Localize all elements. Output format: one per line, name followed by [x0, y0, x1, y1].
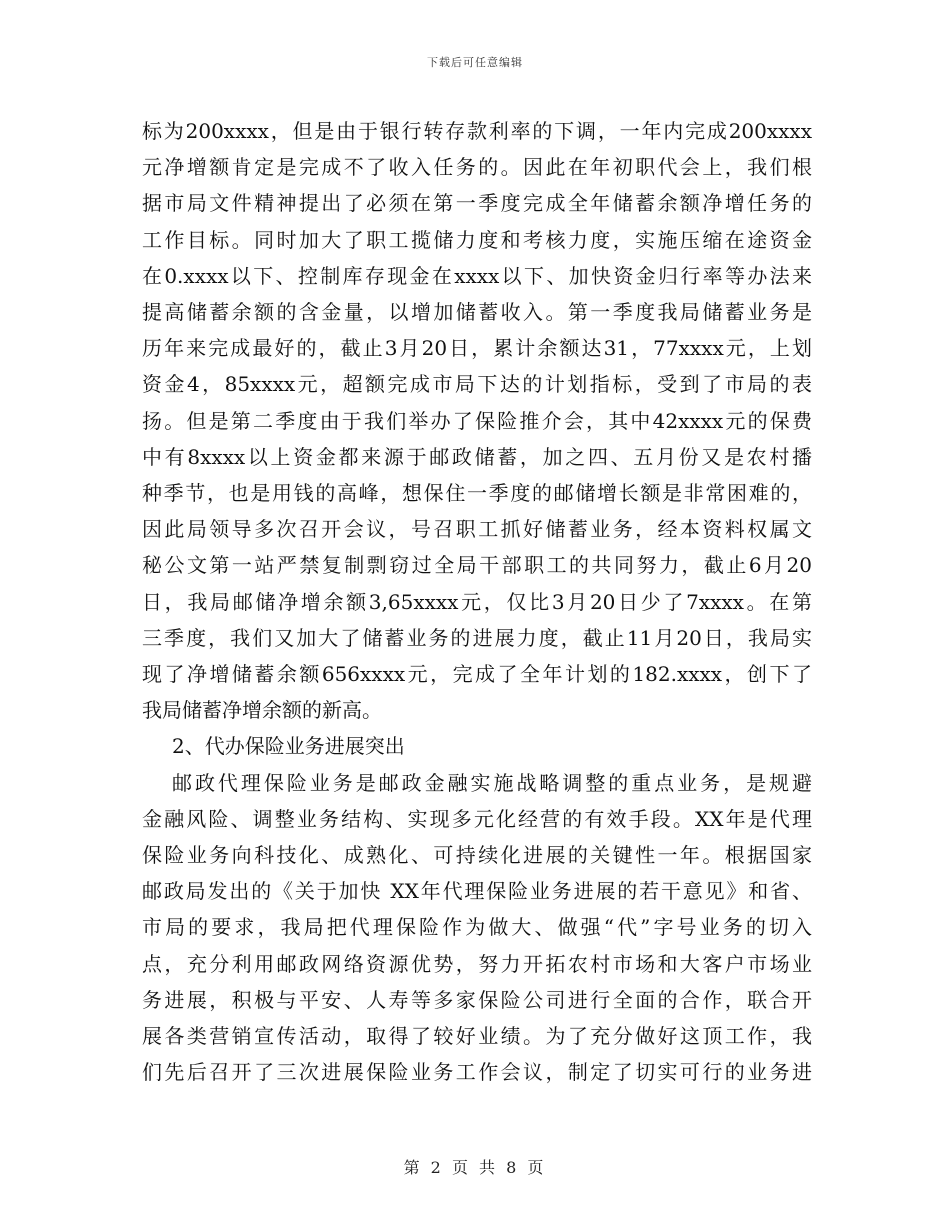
text-line: 工作目标。同时加大了职工揽储力度和考核力度，实施压缩在途资金	[142, 227, 812, 252]
text-line: 历年来完成最好的，截止3月20日，累计余额达31，77xxxx元，上划	[142, 336, 812, 361]
text-line: 因此局领导多次召开会议，号召职工抓好储蓄业务，经本资料权属文	[142, 517, 812, 542]
text-line: 市局的要求，我局把代理保险作为做大、做强“代”字号业务的切入	[142, 915, 812, 940]
text-line: 扬。但是第二季度由于我们举办了保险推介会，其中42xxxx元的保费	[142, 408, 812, 433]
text-line: 金融风险、调整业务结构、实现多元化经营的有效手段。XX年是代理	[142, 806, 812, 831]
text-line: 资金4，85xxxx元，超额完成市局下达的计划指标，受到了市局的表	[142, 372, 812, 397]
section-heading: 2、代办保险业务进展突出	[172, 734, 405, 759]
text-line: 们先后召开了三次进展保险业务工作会议，制定了切实可行的业务进	[142, 1060, 812, 1085]
text-line: 元净增额肯定是完成不了收入任务的。因此在年初职代会上，我们根	[142, 155, 812, 180]
text-line: 三季度，我们又加大了储蓄业务的进展力度，截止11月20日，我局实	[142, 625, 812, 650]
text-line: 保险业务向科技化、成熟化、可持续化进展的关键性一年。根据国家	[142, 843, 812, 868]
text-line: 日，我局邮储净增余额3,65xxxx元，仅比3月20日少了7xxxx。在第	[142, 589, 812, 614]
text-line: 展各类营销宣传活动，取得了较好业绩。为了充分做好这顶工作，我	[142, 1024, 812, 1049]
text-line: 秘公文第一站严禁复制剽窃过全局干部职工的共同努力，截止6月20	[142, 553, 812, 578]
text-line: 务进展，积极与平安、人寿等多家保险公司进行全面的合作，联合开	[142, 987, 812, 1012]
text-line: 我局储蓄净增余额的新高。	[142, 698, 382, 723]
text-line: 现了净增储蓄余额656xxxx元，完成了全年计划的182.xxxx，创下了	[142, 662, 812, 687]
text-line: 据市局文件精神提出了必须在第一季度完成全年储蓄余额净增任务的	[142, 191, 812, 216]
text-line: 中有8xxxx以上资金都来源于邮政储蓄，加之四、五月份又是农村播	[142, 444, 812, 469]
text-line: 邮政代理保险业务是邮政金融实施战略调整的重点业务，是规避	[172, 770, 812, 795]
page-header-note: 下载后可任意编辑	[427, 56, 523, 69]
text-line: 提高储蓄余额的含金量，以增加储蓄收入。第一季度我局储蓄业务是	[142, 300, 812, 325]
text-line: 标为200xxxx，但是由于银行转存款利率的下调，一年内完成200xxxx	[142, 119, 812, 143]
page-number: 第 2 页 共 8 页	[403, 1158, 547, 1177]
text-line: 点，充分利用邮政网络资源优势，努力开拓农村市场和大客户市场业	[142, 951, 812, 976]
text-line: 邮政局发出的《关于加快 XX年代理保险业务进展的若干意见》和省、	[142, 879, 812, 904]
text-line: 在0.xxxx以下、控制库存现金在xxxx以下、加快资金归行率等办法来	[142, 263, 812, 288]
text-line: 种季节，也是用钱的高峰，想保住一季度的邮储增长额是非常困难的，	[142, 481, 812, 506]
body-text	[142, 113, 812, 1090]
